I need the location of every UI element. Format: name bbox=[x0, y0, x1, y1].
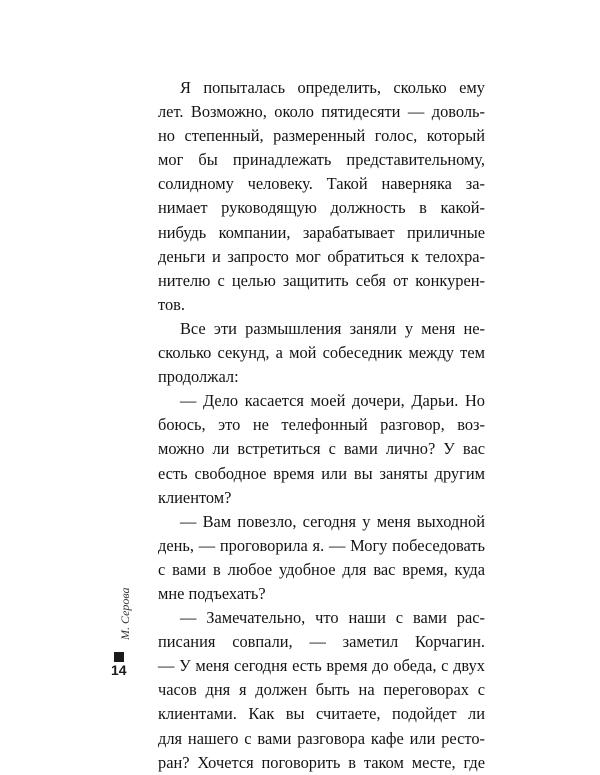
text-line: нителю с целью защитить себя от конкурен- bbox=[158, 270, 485, 290]
text-line: можно ли встретиться с вами лично? У вас bbox=[158, 439, 485, 459]
text-line: мне подъехать? bbox=[158, 583, 266, 603]
text-line: боюсь, это не телефонный разговор, воз- bbox=[158, 415, 485, 435]
text-line: — У меня сегодня есть время до обеда, с двух bbox=[158, 656, 485, 676]
text-line: лет. Возможно, около пятидесяти — доволь- bbox=[158, 102, 485, 122]
text-line: — Замечательно, что наши с вами рас- bbox=[180, 608, 485, 628]
text-line: продолжал: bbox=[158, 367, 239, 387]
text-line: но степенный, размеренный голос, который bbox=[158, 126, 485, 146]
text-line: солидному человеку. Такой наверняка за- bbox=[158, 174, 485, 194]
text-line: мог бы принадлежать представительному, bbox=[158, 150, 485, 170]
text-line: для нашего с вами разговора кафе или ресто- bbox=[158, 728, 485, 748]
text-line: есть свободное время или вы заняты другим bbox=[158, 463, 485, 483]
text-line: Все эти размышления заняли у меня не- bbox=[180, 318, 485, 338]
text-line: нибудь компании, зарабатывает приличные bbox=[158, 222, 485, 242]
text-line: часов дня я должен быть на переговорах с bbox=[158, 680, 485, 700]
text-line: деньги и запросто мог обратиться к телохра- bbox=[158, 246, 485, 266]
body-text bbox=[158, 76, 485, 775]
text-line: Я попыталась определить, сколько ему bbox=[180, 78, 485, 97]
text-line: сколько секунд, а мой собеседник между тем bbox=[158, 343, 485, 363]
text-line: — Дело касается моей дочери, Дарьи. Но bbox=[180, 391, 485, 411]
text-line: — Вам повезло, сегодня у меня выходной bbox=[180, 511, 485, 531]
text-line: с вами в любое удобное для вас время, куда bbox=[158, 559, 485, 579]
square-marker-icon bbox=[114, 652, 124, 662]
text-line: день, — проговорила я. — Могу побеседовать bbox=[158, 535, 485, 555]
text-line: писания совпали, — заметил Корчагин. bbox=[158, 632, 485, 652]
running-head-author: М. Серова bbox=[118, 587, 132, 640]
text-line: клиентом? bbox=[158, 487, 232, 507]
text-line: нимает руководящую должность в какой- bbox=[158, 198, 485, 218]
text-line: ран? Хочется поговорить в таком месте, где bbox=[158, 752, 485, 772]
page-number: 14 bbox=[111, 662, 127, 678]
text-line: тов. bbox=[158, 294, 185, 314]
text-line: клиентами. Как вы считаете, подойдет ли bbox=[158, 704, 485, 724]
